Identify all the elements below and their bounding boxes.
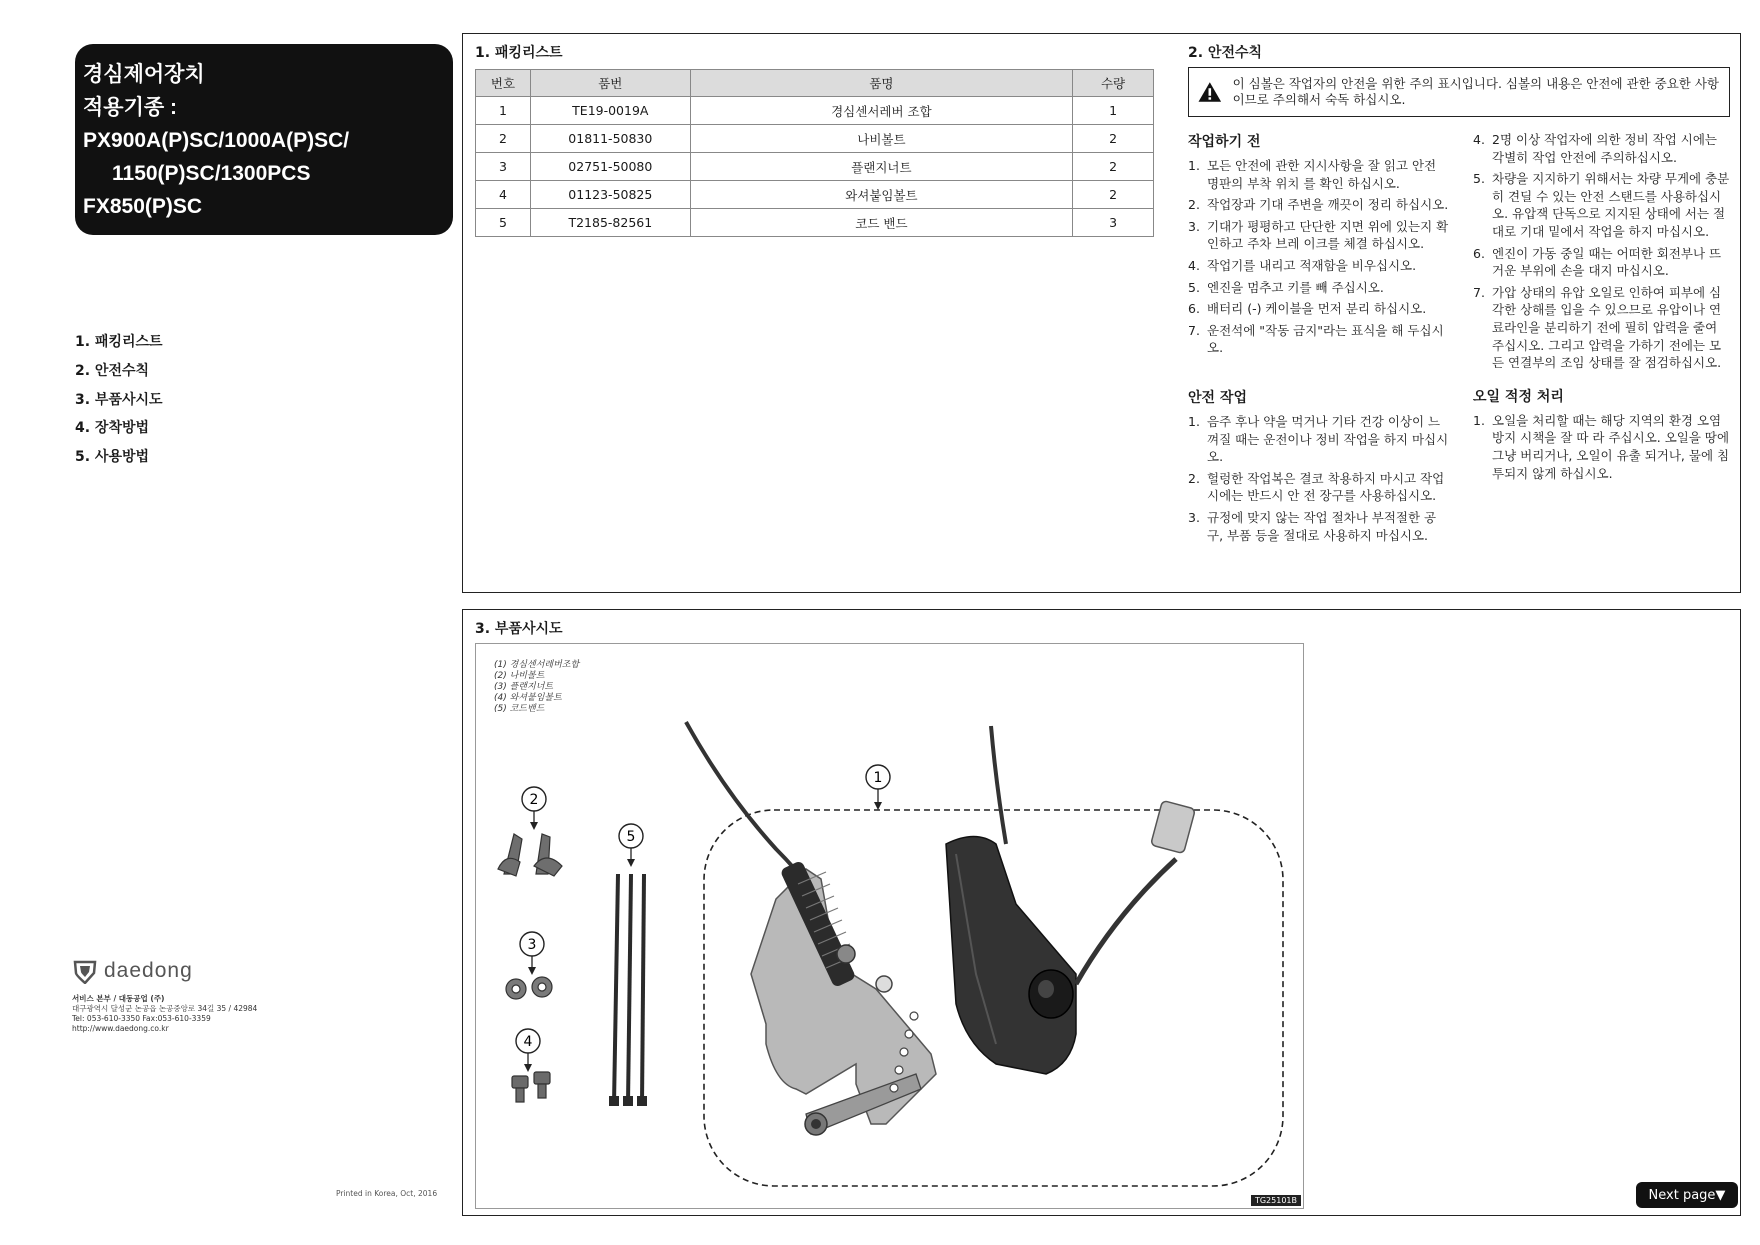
title-box <box>75 44 453 235</box>
brand-address-2: 대구광역시 달성군 논공읍 논공중앙로 34길 35 / 42984 <box>72 1004 258 1013</box>
cell-partno: 02751-50080 <box>530 153 690 181</box>
cell-qty: 2 <box>1073 125 1154 153</box>
cell-partname: 코드 밴드 <box>690 209 1072 237</box>
daedong-shield-icon <box>72 958 98 984</box>
before-work-heading: 작업하기 전 <box>1188 134 1261 150</box>
brand-address-1: 서비스 본부 / 대동공업 (주) <box>72 994 165 1003</box>
parts-illustration <box>476 644 1304 1209</box>
cell-partno: 01811-50830 <box>530 125 690 153</box>
list-item: 3. 기대가 평평하고 단단한 지면 위에 있는지 확인하고 주차 브레 이크를 체결 하십시오. <box>1188 218 1449 252</box>
packing-safety-panel <box>462 33 1741 593</box>
table-of-contents <box>75 328 163 472</box>
list-item: 7. 가압 상태의 유압 오일로 인하여 피부에 심각한 상해를 입을 수 있으므로 유압이나 연료라인을 분리하기 전에 필히 압력을 줄여 주십시오. 그리고 압력을 가하기 전에는 모든 연결부의 조임 상태를 잘 점검하십시오. <box>1473 284 1722 371</box>
toc-item-parts[interactable]: 3. 부품사시도 <box>75 391 163 408</box>
callout-2 <box>522 787 546 830</box>
before-work-list-continued <box>1473 131 1731 372</box>
col-header-qty: 수량 <box>1073 70 1154 97</box>
list-item: 6. 배터리 (-) 케이블을 먼저 분리 하십시오. <box>1188 301 1427 317</box>
list-item: 6. 엔진이 가동 중일 때는 어떠한 회전부나 뜨거운 부위에 손을 대지 마십시오. <box>1473 245 1722 279</box>
callout-5 <box>619 824 643 867</box>
list-item: 3. 규정에 맞지 않는 작업 절차나 부적절한 공구, 부품 등을 절대로 사용하지 마십시오. <box>1188 509 1437 543</box>
cell-no: 5 <box>476 209 531 237</box>
table-row <box>476 181 1154 209</box>
parts-heading: 3. 부품사시도 <box>475 621 563 637</box>
safe-work-list <box>1188 413 1450 544</box>
title-line-3: PX900A(P)SC/1000A(P)SC/ <box>83 129 350 152</box>
callout-3 <box>520 932 544 975</box>
list-item: 5. 차량을 지지하기 위해서는 차량 무게에 충분히 견딜 수 있는 안전 스탠드를 사용하십시오. 유압잭 단독으로 지지된 상태에 서는 절대로 기대 밑에서 작업을 하지 마십시오. <box>1473 171 1730 239</box>
list-item: 2. 헐렁한 작업복은 결코 착용하지 마시고 작업 시에는 반드시 안 전 장구를 사용하십시오. <box>1188 470 1445 504</box>
warning-text: 이 심볼은 작업자의 안전을 위한 주의 표시입니다. 심볼의 내용은 안전에 관한 중요한 사항이므로 주의해서 숙독 하십시오. <box>1232 76 1719 107</box>
warning-triangle-icon <box>1197 77 1223 107</box>
legend-item: (1) 경심센서레버조합 <box>494 660 580 670</box>
toc-item-install[interactable]: 4. 장착방법 <box>75 420 150 437</box>
printed-note: Printed in Korea, Oct, 2016 <box>336 1189 438 1198</box>
cell-no: 4 <box>476 181 531 209</box>
list-item: 4. 작업기를 내리고 적재함을 비우십시오. <box>1188 257 1417 273</box>
cell-qty: 2 <box>1073 181 1154 209</box>
list-item: 1. 오일을 처리할 때는 해당 지역의 환경 오염 방지 시책을 잘 따 라 주십시오. 오일을 땅에 그냥 버리거나, 오일이 유출 되거나, 물에 침투되지 않게 하십시오. <box>1473 412 1730 481</box>
title-line-4: 1150(P)SC/1300PCS <box>112 162 311 185</box>
svg-text:3: 3 <box>527 937 537 953</box>
safe-work-heading: 안전 작업 <box>1188 389 1247 406</box>
cell-partno: TE19-0019A <box>530 97 690 125</box>
table-row <box>476 125 1154 153</box>
table-row <box>476 153 1154 181</box>
brand-website[interactable]: http://www.daedong.co.kr <box>72 1024 169 1033</box>
legend-item: (5) 코드밴드 <box>494 704 545 714</box>
cell-partname: 플랜지너트 <box>690 153 1072 181</box>
list-item: 2. 작업장과 기대 주변을 깨끗이 정리 하십시오. <box>1188 197 1449 213</box>
table-row <box>476 97 1154 125</box>
legend-item: (4) 와셔붙임볼트 <box>494 693 562 703</box>
legend-item: (2) 나비볼트 <box>494 671 545 681</box>
oil-disposal-heading: 오일 적정 처리 <box>1473 388 1564 405</box>
cell-qty: 3 <box>1073 209 1154 237</box>
list-item: 5. 엔진을 멈추고 키를 빼 주십시오. <box>1188 279 1384 295</box>
cell-partname: 나비볼트 <box>690 125 1072 153</box>
svg-text:1: 1 <box>873 770 883 786</box>
diagram-code: TG25101B <box>1251 1195 1301 1206</box>
cell-no: 3 <box>476 153 531 181</box>
callout-1 <box>866 765 890 810</box>
callout-4 <box>516 1029 540 1072</box>
svg-text:2: 2 <box>529 792 539 808</box>
col-header-partno: 품번 <box>530 70 690 97</box>
toc-item-packing[interactable]: 1. 패킹리스트 <box>75 334 163 350</box>
table-header-row <box>476 70 1154 97</box>
list-item: 4. 2명 이상 작업자에 의한 정비 작업 시에는 각별히 작업 안전에 주의하십시오. <box>1473 132 1717 165</box>
col-header-no: 번호 <box>476 70 531 97</box>
title-line-2: 적용기종 : <box>83 96 177 119</box>
packing-heading: 1. 패킹리스트 <box>475 45 563 61</box>
list-item: 1. 모든 안전에 관한 지시사항을 잘 읽고 안전 명판의 부착 위치 를 확인 하십시오. <box>1188 158 1437 191</box>
safety-heading: 2. 안전수칙 <box>1188 45 1263 61</box>
oil-disposal-list <box>1473 412 1731 482</box>
cell-partno: T2185-82561 <box>530 209 690 237</box>
parts-diagram <box>475 643 1304 1209</box>
before-work-list <box>1188 157 1450 357</box>
cell-partno: 01123-50825 <box>530 181 690 209</box>
safety-column-left <box>1188 131 1450 548</box>
title-line-1: 경심제어장치 <box>83 63 205 86</box>
toc-item-safety[interactable]: 2. 안전수칙 <box>75 362 150 379</box>
list-item: 7. 운전석에 "작동 금지"라는 표식을 해 두십시오. <box>1188 322 1444 356</box>
title-line-5: FX850(P)SC <box>83 195 203 218</box>
cell-partname: 와셔붙임볼트 <box>690 181 1072 209</box>
brand-block <box>72 958 257 1034</box>
svg-text:4: 4 <box>523 1034 533 1050</box>
parts-panel <box>462 609 1741 1216</box>
warning-box <box>1188 67 1730 117</box>
cell-no: 1 <box>476 97 531 125</box>
toc-item-usage[interactable]: 5. 사용방법 <box>75 449 150 466</box>
svg-text:5: 5 <box>626 829 636 845</box>
legend-item: (3) 플랜지너트 <box>494 682 554 692</box>
list-item: 1. 음주 후나 약을 먹거나 기타 건강 이상이 느껴질 때는 운전이나 정비 작업을 하지 마십시오. <box>1188 413 1449 465</box>
packing-table <box>475 69 1154 237</box>
table-row <box>476 209 1154 237</box>
cell-qty: 2 <box>1073 153 1154 181</box>
cell-qty: 1 <box>1073 97 1154 125</box>
brand-contact: Tel: 053-610-3350 Fax:053-610-3359 <box>72 1014 211 1023</box>
cell-no: 2 <box>476 125 531 153</box>
col-header-partname: 품명 <box>690 70 1072 97</box>
next-page-button[interactable]: Next page▼ <box>1636 1182 1738 1208</box>
cell-partname: 경심센서레버 조합 <box>690 97 1072 125</box>
brand-logo: daedong <box>104 959 193 982</box>
safety-column-right <box>1473 131 1731 486</box>
